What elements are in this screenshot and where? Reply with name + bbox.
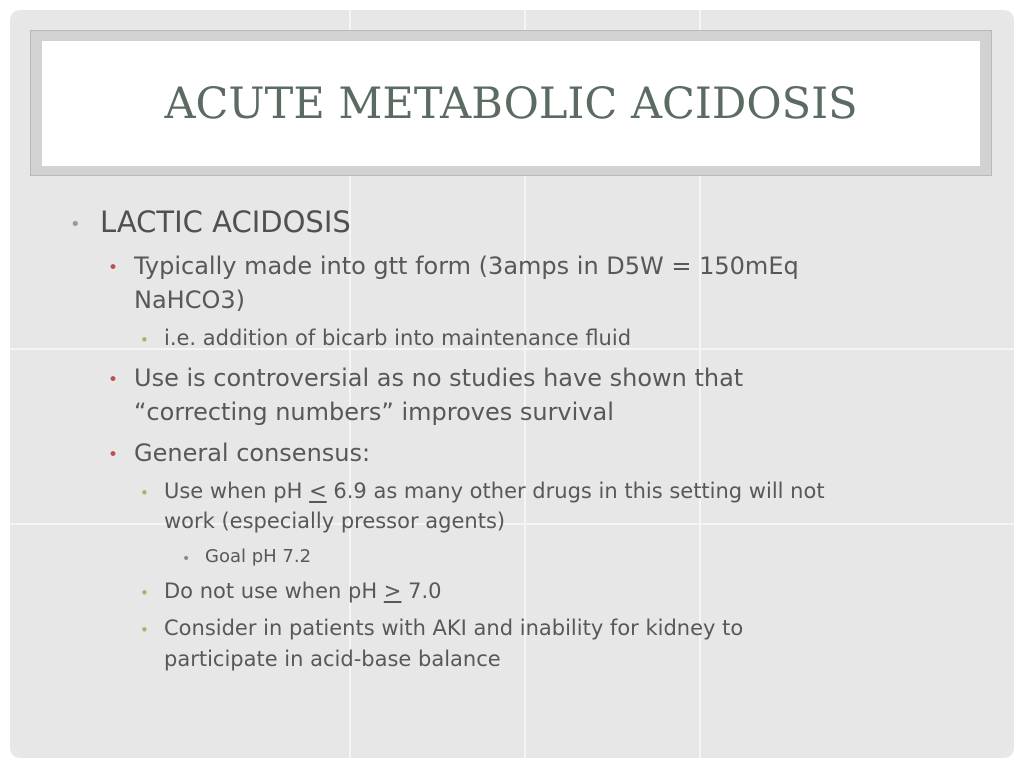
use-when-suffix: 6.9 as many other drugs in this setting will not [326, 479, 825, 503]
bullet-use-when-line2: work (especially pressor agents) [164, 509, 506, 533]
bullet-dot-icon: • [182, 551, 191, 567]
bullet-dot-icon: • [108, 258, 119, 278]
bullet-controversial-line1: Use is controversial as no studies have shown that [134, 364, 744, 392]
bullet-gtt-form-line1: Typically made into gtt form (3amps in D5W = 150mEq [134, 252, 799, 280]
bullet-do-not-use [164, 579, 441, 603]
less-equal-symbol: < [309, 479, 327, 503]
use-when-prefix: Use when pH [164, 479, 310, 503]
slide [10, 10, 1014, 758]
bullet-goal-ph: Goal pH 7.2 [205, 546, 312, 567]
bullet-lactic-acidosis: LACTIC ACIDOSIS [100, 205, 351, 239]
bullet-use-when-line1 [164, 479, 825, 503]
bullet-dot-icon: • [140, 584, 149, 602]
bullet-dot-icon: • [140, 621, 149, 639]
bullet-ie-addition: i.e. addition of bicarb into maintenance fluid [164, 326, 632, 350]
bullet-gtt-form-line2: NaHCO3) [134, 286, 245, 314]
bullet-dot-icon: • [108, 445, 119, 465]
greater-equal-symbol: > [383, 579, 402, 603]
bullet-dot-icon: • [140, 331, 149, 349]
bullet-dot-icon: • [70, 214, 81, 235]
bullet-general-consensus: General consensus: [134, 439, 371, 467]
bullet-controversial-line2: “correcting numbers” improves survival [134, 398, 614, 426]
bullet-consider-line1: Consider in patients with AKI and inability for kidney to [164, 616, 744, 640]
bullet-dot-icon: • [108, 370, 119, 390]
slide-content [10, 10, 1014, 758]
bullet-consider-line2: participate in acid-base balance [164, 647, 501, 671]
do-not-use-prefix: Do not use when pH [164, 579, 384, 603]
bullet-dot-icon: • [140, 484, 149, 502]
slide-title: ACUTE METABOLIC ACIDOSIS [164, 78, 858, 129]
do-not-use-suffix: 7.0 [401, 579, 442, 603]
